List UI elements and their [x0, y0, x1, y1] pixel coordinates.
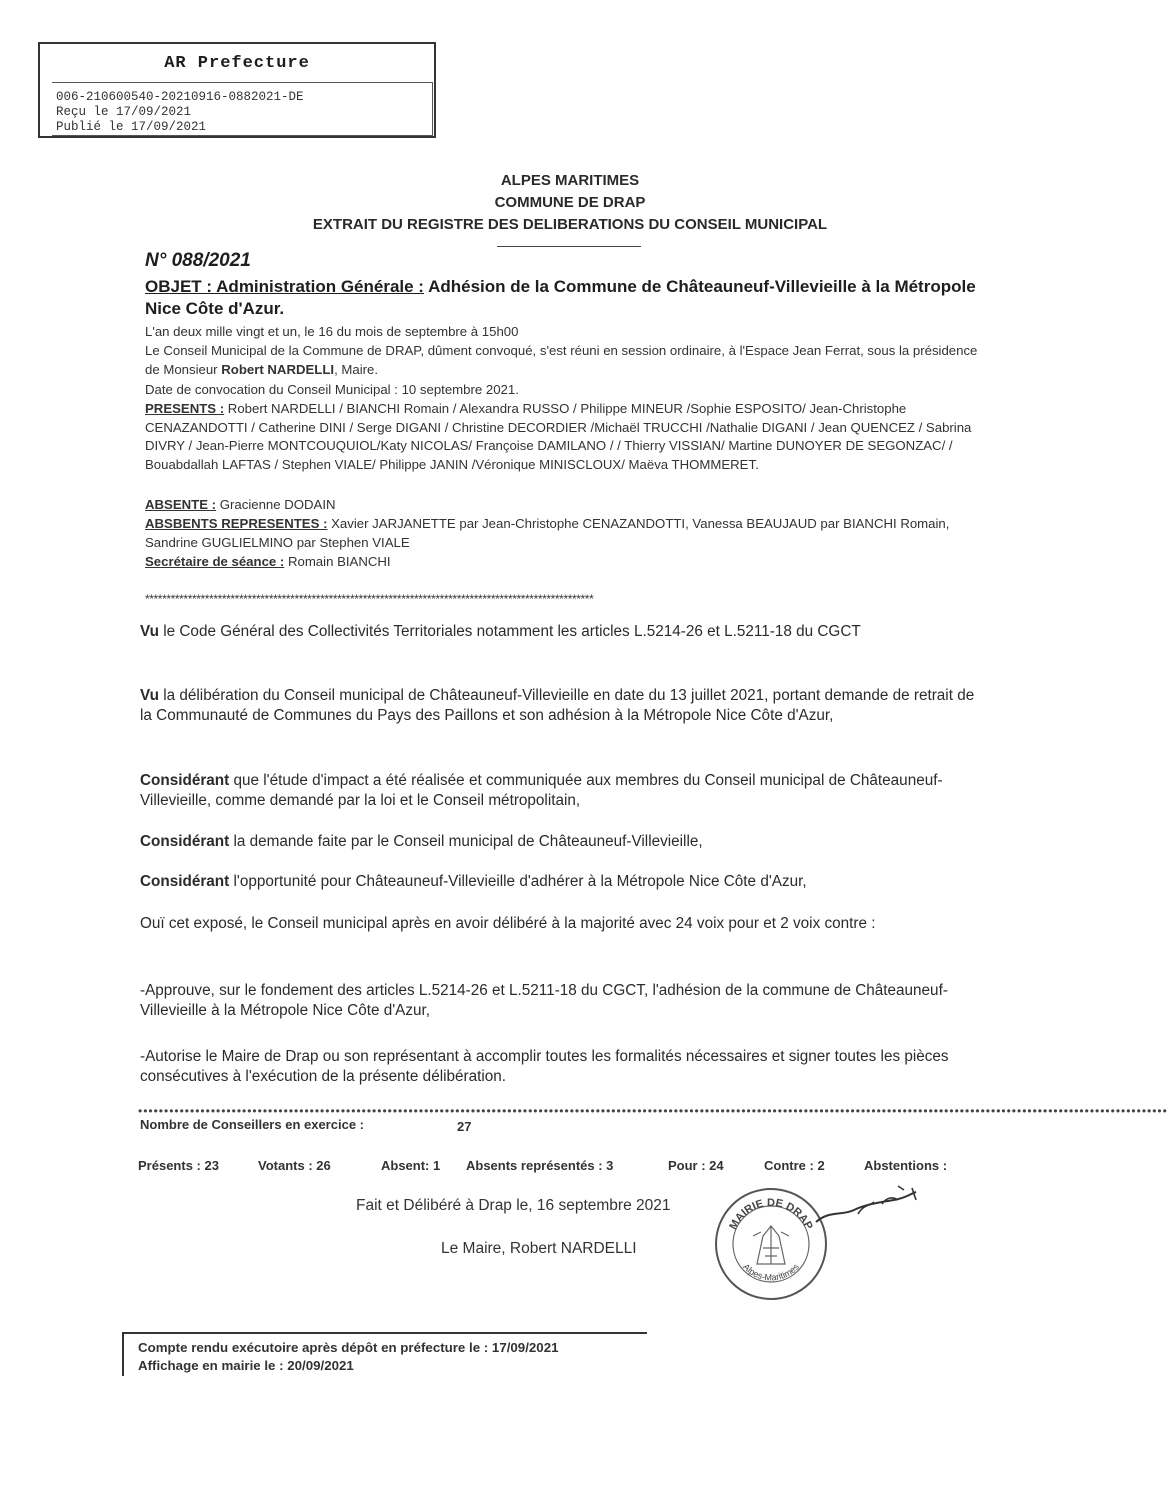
separator-dots: •••••••••••••••••••••••••••••••••••••••••••••••••••••••••••••••••••••••••••••••••••••••••••••••••••••••••••••••••••••••••••••••••••••••••••••••••••••••••••••••••••••••••••••••••••••••••••••••••••••• — [138, 1104, 1168, 1118]
meta-represented — [145, 515, 990, 552]
paragraph-vu-deliberation — [140, 686, 985, 726]
represented-label: ABSBENTS REPRESENTES : — [145, 516, 328, 531]
header-registre: EXTRAIT DU REGISTRE DES DELIBERATIONS DU CONSEIL MUNICIPAL — [312, 216, 828, 233]
paragraph-vu-code — [140, 622, 985, 642]
absente-name: Gracienne DODAIN — [216, 497, 336, 512]
count-contre: Contre : 2 — [764, 1158, 825, 1173]
paragraph-oui-expose: Ouï cet exposé, le Conseil municipal après en avoir délibéré à la majorité avec 24 voix pour et 2 voix contre : — [140, 915, 876, 932]
meta-absente — [145, 496, 990, 515]
ar-reference: 006-210600540-20210916-0882021-DE — [56, 90, 304, 104]
footer-executoire: Compte rendu exécutoire après dépôt en préfecture le : 17/09/2021 — [138, 1340, 559, 1355]
paragraph-considerant-etude — [140, 771, 985, 811]
secretaire-label: Secrétaire de séance : — [145, 554, 285, 569]
represented-list: Xavier JARJANETTE par Jean-Christophe CENAZANDOTTI, Vanessa BEAUJAUD par BIANCHI Romain, Sandrine GUGLIELMINO par Stephen VIALE — [145, 516, 950, 550]
meta-presents — [145, 400, 990, 474]
meta-conseil — [145, 342, 990, 379]
ar-recu: Reçu le 17/09/2021 — [56, 105, 192, 119]
ar-title: AR Prefecture — [164, 54, 310, 73]
ar-prefecture-box — [38, 42, 436, 138]
objet — [145, 276, 990, 320]
meta-conseil-text: Le Conseil Municipal de la Commune de DRAP, dûment convoqué, s'est réuni en session ordinaire, à l'Espace Jean Ferrat, sous la présidence de Monsieur — [145, 343, 978, 377]
paragraph-approuve: -Approuve, sur le fondement des articles L.5214-26 et L.5211-18 du CGCT, l'adhésion de la commune de Châteauneuf-Villevieille à la Métropole Nice Côte d'Azur, — [140, 982, 948, 1019]
p4-text: la demande faite par le Conseil municipal de Châteauneuf-Villevieille, — [229, 833, 703, 850]
p1-bold: Vu — [140, 623, 159, 640]
presents-list: Robert NARDELLI / BIANCHI Romain / Alexandra RUSSO / Philippe MINEUR /Sophie ESPOSITO/ Jean-Christophe CENAZANDOTTI / Catherine DINI / Serge DIGANI / Christine DECORDIER /Michaël TRUCCHI /Nathalie DIGANI / Jean QUENCEZ / Sabrina DIVRY / Jean-Pierre MONTCOUQUIOL/Katy NICOLAS/ Françoise DAMILANO / / Thierry VISSIAN/ Martine DUNOYER DE SEGONZAC/ / Bouabdallah LAFTAS / Stephen VIALE/ Philippe JANIN /Véronique MINISCLOUX/ Maëva THOMMERET. — [145, 401, 972, 472]
maire-signature-name: Le Maire, Robert NARDELLI — [441, 1240, 637, 1257]
header-department: ALPES MARITIMES — [500, 172, 640, 189]
p2-bold: Vu — [140, 687, 159, 704]
count-absent: Absent: 1 — [381, 1158, 441, 1173]
p5-bold: Considérant — [140, 873, 230, 890]
handwritten-signature — [812, 1180, 922, 1230]
separator-stars: ********************************************************************************************************* — [145, 592, 594, 606]
objet-text: Adhésion de la Commune de Châteauneuf-Villevieille à la Métropole Nice Côte d'Azur. — [145, 277, 976, 318]
p3-bold: Considérant — [140, 772, 230, 789]
meta-secretaire — [145, 553, 990, 572]
stamp-top-text: MAIRIE DE DRAP — [727, 1197, 815, 1232]
document-number: N° 088/2021 — [145, 250, 251, 271]
p4-bold: Considérant — [140, 833, 230, 850]
count-absents-representes: Absents représentés : 3 — [466, 1158, 614, 1173]
meta-convocation: Date de convocation du Conseil Municipal : 10 septembre 2021. — [145, 382, 519, 397]
paragraph-autorise: -Autorise le Maire de Drap ou son représentant à accomplir toutes les formalités nécessaires et signer toutes les pièces consécutives à l'exécution de la présente délibération. — [140, 1048, 949, 1085]
p3-text: que l'étude d'impact a été réalisée et communiquée aux membres du Conseil municipal de Châteauneuf-Villevieille, comme demandé par la loi et le Conseil métropolitain, — [140, 772, 943, 809]
count-abstentions: Abstentions : — [864, 1158, 948, 1173]
meta-date: L'an deux mille vingt et un, le 16 du mois de septembre à 15h00 — [145, 324, 519, 339]
count-votants: Votants : 26 — [258, 1158, 331, 1173]
count-presents: Présents : 23 — [138, 1158, 219, 1173]
footer-box — [122, 1332, 647, 1376]
objet-label: OBJET : Administration Générale : — [145, 277, 424, 296]
count-pour: Pour : 24 — [668, 1158, 724, 1173]
presents-label: PRESENTS : — [145, 401, 225, 416]
stamp-emblem — [753, 1226, 789, 1264]
meta-maire-name: Robert NARDELLI — [221, 361, 335, 377]
fait-delibere: Fait et Délibéré à Drap le, 16 septembre 2021 — [356, 1197, 671, 1214]
paragraph-considerant-demande — [140, 832, 985, 852]
footer-affichage: Affichage en mairie le : 20/09/2021 — [138, 1358, 354, 1373]
absente-label: ABSENTE : — [145, 497, 217, 512]
stamp-bottom-text: Alpes-Maritimes — [741, 1261, 801, 1283]
header-rule — [497, 246, 641, 247]
conseillers-exercice-label: Nombre de Conseillers en exercice : — [140, 1117, 364, 1132]
p1-text: le Code Général des Collectivités Territoriales notamment les articles L.5214-26 et L.5211-18 du CGCT — [158, 623, 861, 640]
meta-conseil-end: , Maire. — [334, 361, 379, 377]
paragraph-considerant-opportunite — [140, 872, 985, 892]
secretaire-name: Romain BIANCHI — [284, 554, 391, 569]
p2-text: la délibération du Conseil municipal de Châteauneuf-Villevieille en date du 13 juillet 2021, portant demande de retrait de la Communauté de Communes du Pays des Paillons et son adhésion à la Métropole Nice Côte d'Azur, — [140, 687, 975, 724]
header-commune: COMMUNE DE DRAP — [494, 194, 646, 211]
conseillers-exercice-value: 27 — [457, 1119, 472, 1134]
p5-text: l'opportunité pour Châteauneuf-Villevieille d'adhérer à la Métropole Nice Côte d'Azur, — [229, 873, 807, 890]
ar-publie: Publié le 17/09/2021 — [56, 120, 207, 134]
